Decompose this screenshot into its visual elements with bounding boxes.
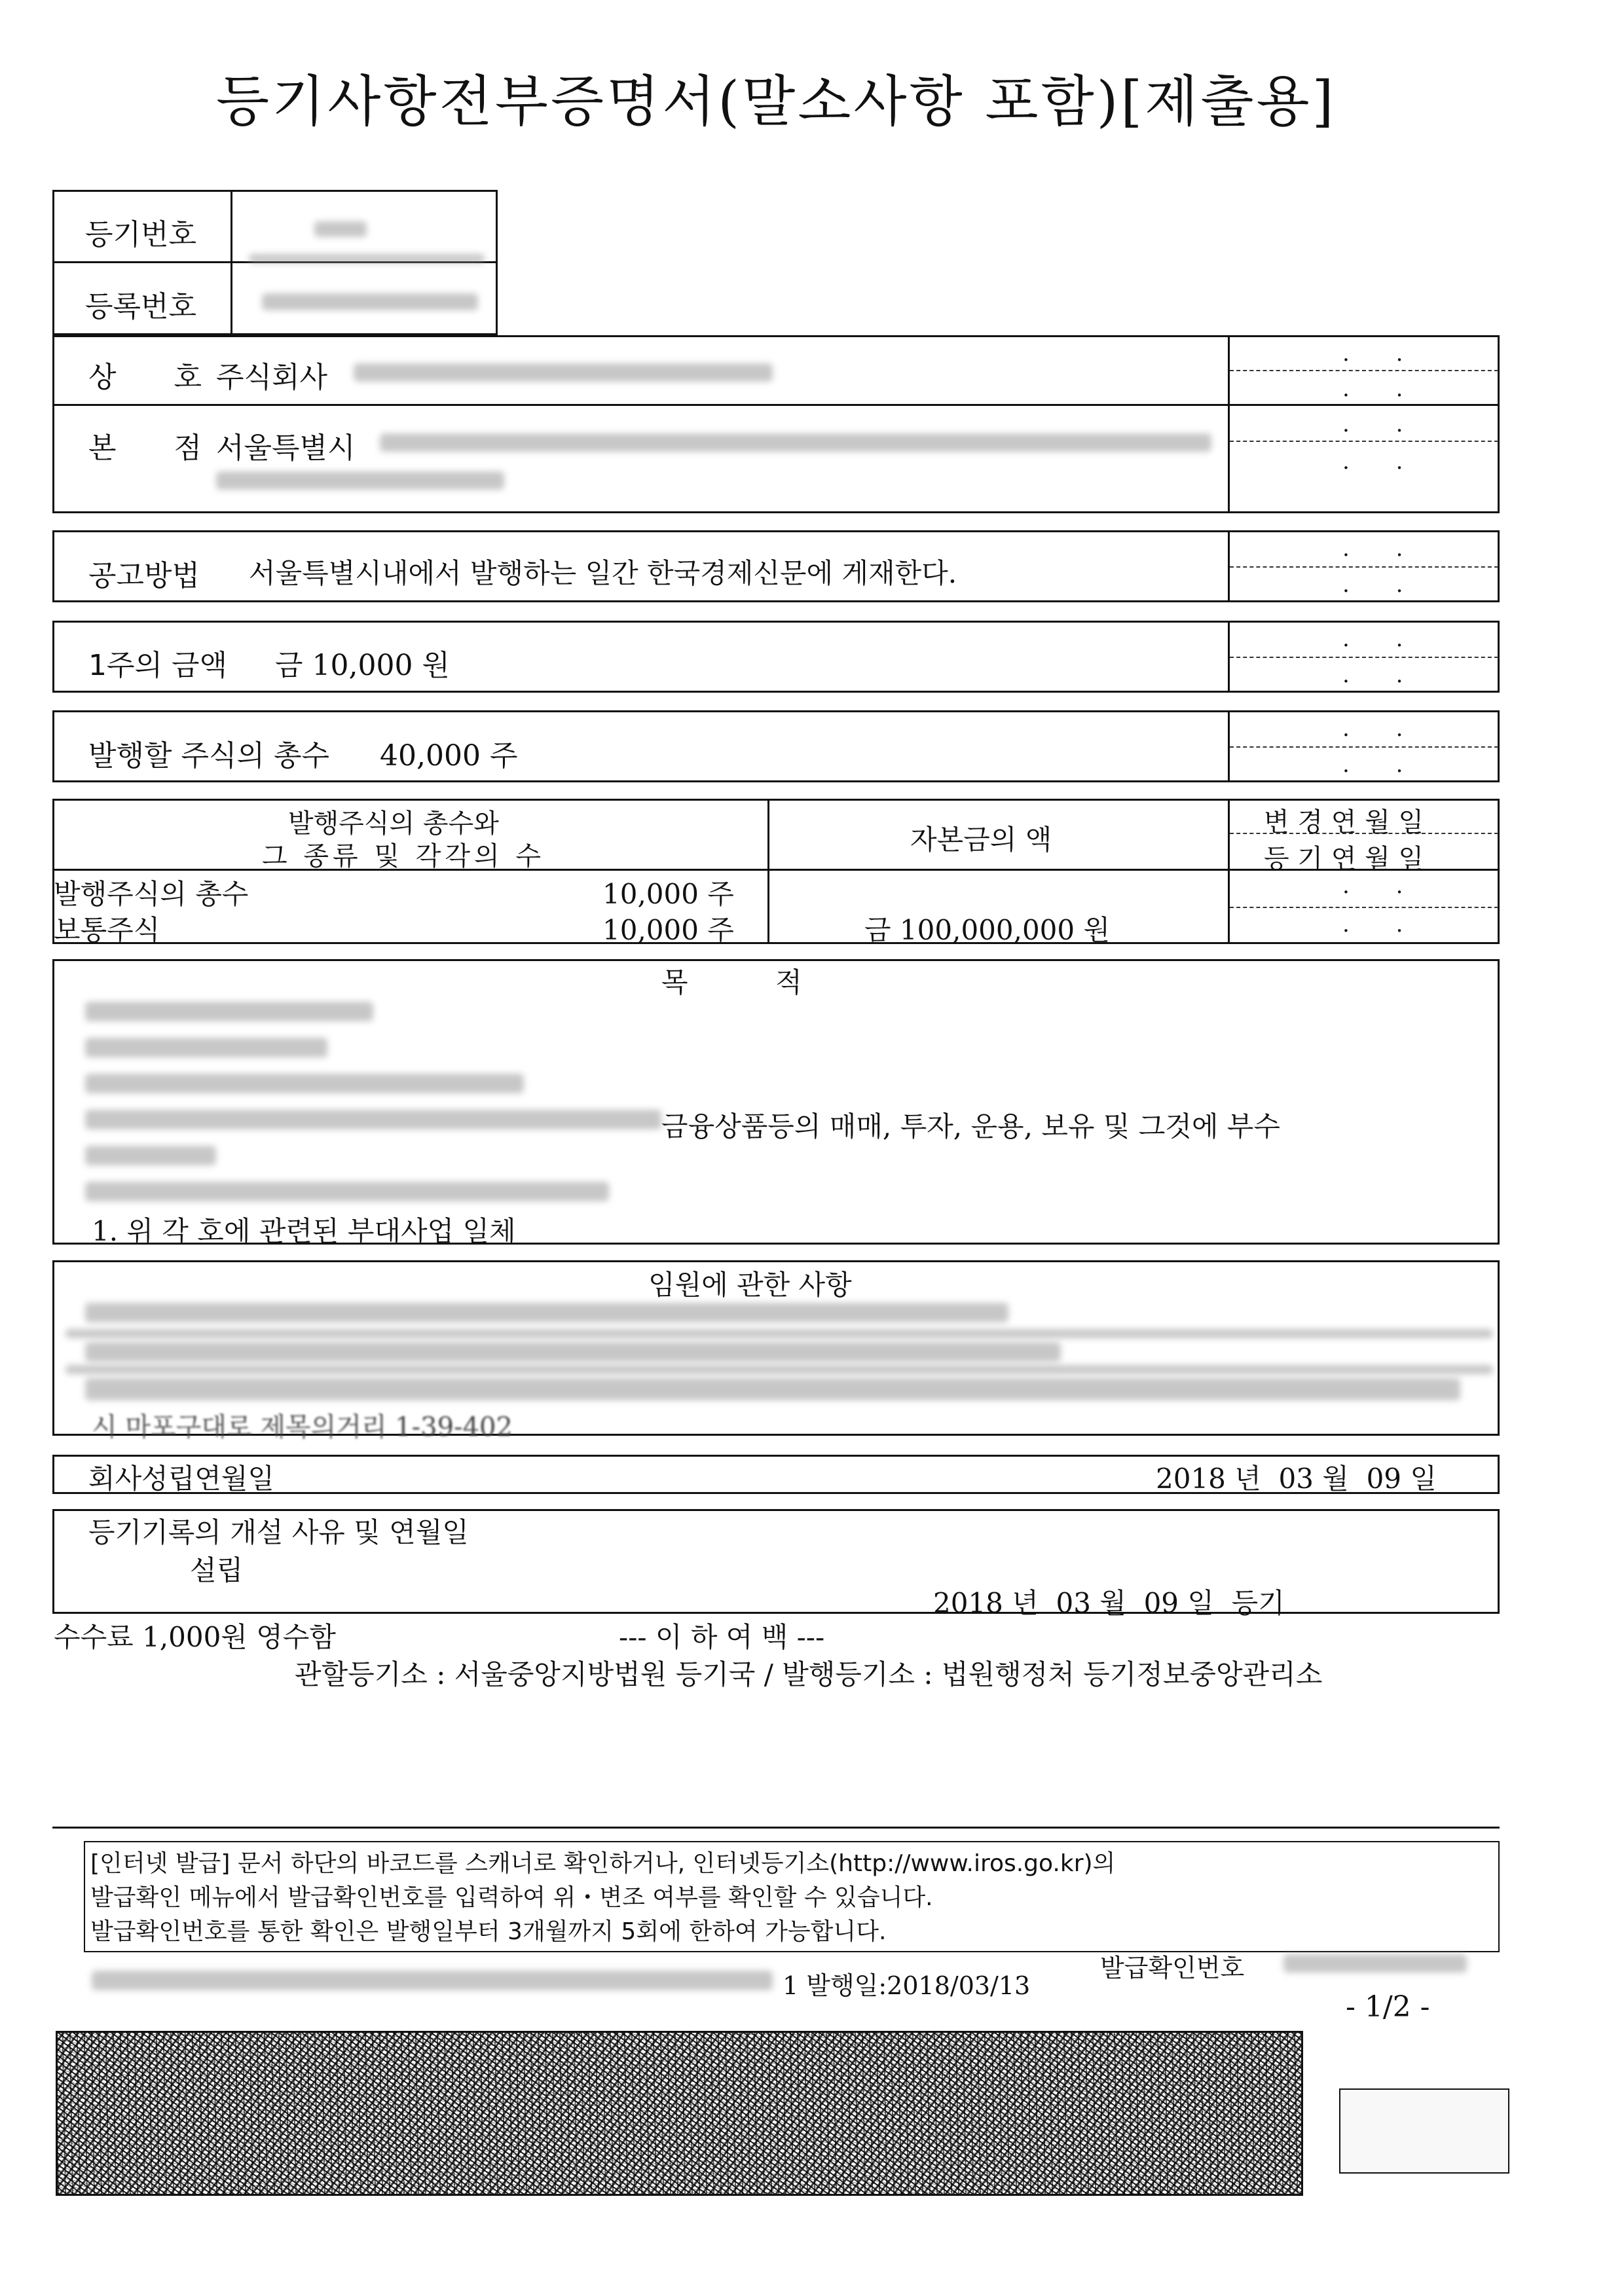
opening-label: 등기기록의 개설 사유 및 연월일: [88, 1516, 469, 1548]
notice-line-3: 발급확인번호를 통한 확인은 발행일부터 3개월까지 5회에 한하여 가능합니다.: [90, 1918, 887, 1945]
purpose-heading: 목 적: [661, 966, 802, 998]
issued-shares-label: 발행주식의 총수: [54, 878, 249, 910]
date-mark: . .: [1342, 911, 1423, 938]
purpose-item-redacted: [85, 1002, 373, 1021]
officers-partial-text: 시 마포구대로 제목의거리 1-39-402: [92, 1412, 513, 1442]
officers-redacted: [85, 1303, 1008, 1322]
registration-no-redacted: [262, 293, 478, 310]
stamp-placeholder: [1339, 2088, 1509, 2174]
date-mark: . .: [1342, 448, 1423, 475]
opening-reason: 설립: [190, 1554, 244, 1586]
date-mark: . .: [1342, 572, 1423, 598]
fee-text: 수수료 1,000원 영수함: [54, 1621, 336, 1653]
document-title: 등기사항전부증명서(말소사항 포함)[제출용]: [216, 69, 1337, 134]
authorized-shares-label: 발행할 주식의 총수: [88, 739, 330, 773]
opening-date: 2018 년 03 월 09 일 등기: [933, 1587, 1285, 1619]
notice-method-label: 공고방법: [88, 559, 200, 592]
head-office-label: 본 점: [88, 431, 215, 465]
issue-number-redacted: [1283, 1954, 1467, 1973]
establishment-date: 2018 년 03 월 09 일: [1156, 1463, 1437, 1495]
reg-no-label: 등기번호: [85, 218, 197, 251]
date-mark: . .: [1342, 662, 1423, 688]
issue-date: 1 발행일:2018/03/13: [783, 1971, 1031, 2000]
capital-header-mid: 자본금의 액: [910, 824, 1052, 856]
issue-number-label: 발급확인번호: [1100, 1954, 1245, 1982]
head-office-value: 서울특별시: [216, 431, 356, 465]
notice-line-2: 발급확인 메뉴에서 발급확인번호를 입력하여 위・변조 여부를 확인할 수 있습니다.: [90, 1884, 933, 1911]
registration-date-header: 등 기 연 월 일: [1264, 844, 1424, 874]
share-amount-value: 금 10,000 원: [275, 649, 450, 682]
date-mark: . .: [1342, 411, 1423, 437]
officers-heading: 임원에 관한 사항: [648, 1269, 852, 1301]
below-blank-text: --- 이 하 여 백 ---: [619, 1621, 825, 1653]
change-date-header: 변 경 연 월 일: [1264, 807, 1424, 837]
company-name-label: 상 호: [88, 361, 215, 394]
notice-line-1: [인터넷 발급] 문서 하단의 바코드를 스캐너로 확인하거나, 인터넷등기소(http://www.iros.go.kr)의: [90, 1850, 1116, 1877]
common-shares-value: 10,000 주: [602, 914, 734, 946]
jurisdiction-text: 관할등기소 : 서울중앙지방법원 등기국 / 발행등기소 : 법원행정처 등기정보중앙관리소: [295, 1658, 1323, 1690]
company-name-redacted: [354, 363, 773, 382]
purpose-last-item: 1. 위 각 호에 관련된 부대사업 일체: [92, 1215, 516, 1247]
date-mark: . .: [1342, 536, 1423, 562]
purpose-item-visible: 금융상품등의 매매, 투자, 운용, 보유 및 그것에 부수: [661, 1110, 1280, 1142]
authorized-shares-value: 40,000 주: [380, 739, 518, 773]
common-shares-label: 보통주식: [54, 914, 160, 946]
issued-shares-value: 10,000 주: [602, 878, 734, 910]
date-mark: . .: [1342, 626, 1423, 652]
date-mark: . .: [1342, 873, 1423, 899]
date-mark: . .: [1342, 752, 1423, 778]
company-name-value: 주식회사: [216, 361, 328, 394]
address-redacted: [380, 433, 1211, 452]
capital-amount-value: 금 100,000,000 원: [864, 914, 1111, 946]
capital-header-left-2: 그 종류 및 각각의 수: [262, 841, 545, 871]
page-number: - 1/2 -: [1346, 1990, 1430, 2024]
barcode-image: [56, 2031, 1303, 2196]
notice-method-value: 서울특별시내에서 발행하는 일간 한국경제신문에 게재한다.: [249, 557, 957, 589]
date-mark: . .: [1342, 376, 1423, 402]
registration-no-label: 등록번호: [85, 290, 197, 323]
date-mark: . .: [1342, 340, 1423, 367]
footer-divider: [52, 1827, 1500, 1829]
share-amount-label: 1주의 금액: [88, 649, 227, 682]
date-mark: . .: [1342, 716, 1423, 742]
reg-no-redacted: [314, 221, 367, 237]
document-id-redacted: [92, 1971, 773, 1990]
establishment-label: 회사성립연월일: [88, 1463, 275, 1495]
capital-header-left-1: 발행주식의 총수와: [288, 809, 499, 839]
